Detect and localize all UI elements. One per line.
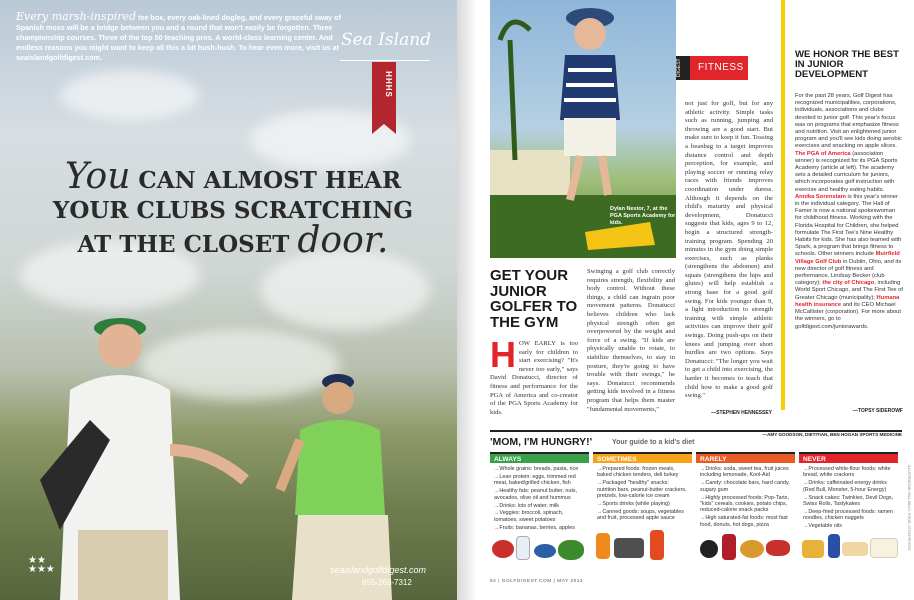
ad-body-copy: [16, 12, 346, 63]
honor-p5: , including World Sport Chicago, and The First Tee of Greater Chicago (municipality);: [795, 280, 903, 301]
golfer-head: [322, 382, 354, 414]
diet-head-always: ALWAYS: [490, 452, 589, 463]
kid-legs: [570, 156, 608, 200]
column-1-text: OW EARLY is too early for children to start exercising? "It's never too early," says David Donatucci, director of fitness and performance for the PGA of America and co-creator of the PGA Sports Academy for kids.: [490, 340, 578, 416]
diet-head-rarely: RARELY: [696, 452, 795, 463]
ribbon-text: HHHS: [383, 71, 393, 98]
list-item: → Veggies: broccoli, spinach, tomatoes, sweet potatoes: [494, 510, 586, 523]
honor-signature: —TOPSY SIDEROWF: [852, 408, 903, 414]
column-2-text: Swinging a golf club correctly requires strength, flexibility and body control. Without these things, a child can ingrain poor movement patterns. Donatucci believes children who lack physical strength often get overpowered by the weight and force of a swing. "If kids are physically unable to rotate, to stabilize themselves, to stay in posture, they're going to have trouble with their swings," he says. Donatucci recommends getting kids involved in a fitness program that helps them master "fundamental movements,": [587, 268, 675, 413]
list-item: → Drinks: caffeinated energy drinks (Red Bull, Monster, 5-hour Energy): [803, 480, 895, 493]
list-item: → Snack cakes: Twinkies, Devil Dogs, Swiss Rolls, Tastykakes: [803, 495, 895, 508]
logo-divider: [340, 60, 430, 61]
yellow-sidebar-rule: [781, 0, 785, 410]
hot-dog-icon: [766, 540, 790, 556]
list-item: → Processed white-flour foods: white bread, white crackers: [803, 466, 895, 479]
drop-cap: H: [490, 340, 516, 375]
diet-head-sometimes: SOMETIMES: [593, 452, 692, 463]
caddie-pants: [78, 530, 168, 600]
diet-list-sometimes: [593, 463, 692, 522]
folio-page: 64: [490, 579, 497, 584]
diet-head-never: NEVER: [799, 452, 898, 463]
list-item: → Drinks: soda, sweet tea, fruit juices including lemonade, Kool-Aid: [700, 466, 792, 479]
honor-pga: The PGA of America: [795, 150, 851, 157]
diet-credit: —AMY GOODSON, DIETITIAN, BEN HOGAN SPORTS MEDICINE: [762, 432, 902, 437]
folio-date: MAY 2012: [557, 579, 584, 584]
list-item: → Packaged "healthy" snacks: nutrition bars, peanut-butter crackers, pretzels, low-calorie ice cream: [597, 480, 689, 499]
list-item: → Fruits: bananas, berries, apples: [494, 525, 586, 531]
palm-tree: [500, 22, 530, 160]
honor-p4: in Dublin, Ohio, and its new director of golf fitness and performance, Lindsay Becker (club category);: [795, 258, 902, 287]
headline-line-1: CAN ALMOST HEAR: [138, 167, 402, 194]
kid-shirt: [560, 55, 620, 120]
list-item: → Canned goods: soups, vegetables and fruit, processed apple sauce: [597, 509, 689, 522]
berries-icon: [534, 544, 556, 558]
honor-humana: Humana health insurance: [795, 294, 900, 308]
ad-copy-text: tee box, every oak-lined dogleg, and every graceful sway of Spanish moss will be a bridge between you and a round that won't easily be forgotten. Three championship courses. Three of the top 50 teaching pros. A world-class learning center. And endless reasons you might want to keep all this a bit hush-hush. To hear even more, visit us at seaislandgolfdigest.com.: [16, 13, 341, 62]
honor-p2: (association winner) is recognized for its PGA Sports Academy (article at left). The academy sets a detailed curriculum for juniors, which incorporates golf instruction with exercise and healthy eating habits.: [795, 150, 898, 193]
list-item: → High saturated-fat foods: most fast food, donuts, hot dogs, pizza: [700, 515, 792, 528]
ad-website[interactable]: seaislandgolfdigest.com: [330, 565, 427, 575]
soda-icon: [722, 534, 736, 560]
honor-p6: and its CEO Michael McCallister (corporation). For more about the winners, go to golfdigest.com/juniorawards.: [795, 301, 901, 330]
soup-can-icon: [596, 533, 610, 559]
milk-glass-icon: [516, 536, 530, 560]
headline-line-3: AT THE CLOSET: [77, 231, 290, 258]
list-item: → Prepared foods: frozen meals, baked chicken tenders, deli turkey: [597, 466, 689, 479]
page-gutter: [457, 0, 477, 600]
page-folio: 64 | GOLFDIGEST.COM | MAY 2012: [490, 579, 584, 584]
sports-drink-icon: [650, 530, 664, 560]
list-item: → Healthy fats: peanut butter, nuts, avocados, olive oil and hummus: [494, 488, 586, 501]
honor-chicago: the city of Chicago: [822, 280, 875, 287]
photo-caption: Dylan Nestor, 7, at the PGA Sports Academy for kids.: [610, 206, 676, 226]
column-3-text: not just for golf, but for any athletic activity. Simple tasks such as running, jumping and throwing are a good start. But make sure to keep it fun. Tossing a beanbag to a target improves distance control and depth perception, for example, and playing soccer or running relay races with friends improves coordination under duress. Although it depends on the child's maturity and physical development, Donatucci suggests that kids, ages 9 to 12, begin a structured strength-training program. Spending 20 minutes in the gym doing simple exercises, such as planks (strengthens the abdomen) and squats (strengthens the hips and glutes) will help establish a strong base for a good golf swing. For kids younger than 9, a light introduction to strength training with simple athletic activities can improve their golf swings. Doing push-ups on their knees and jumping over short hurdles are two options. Says Donatucci: "The longer you wait to get a child into exercising, the harder it becomes to teach that child how to make a good golf swing.": [685, 100, 773, 400]
folio-site: GOLFDIGEST.COM: [501, 579, 552, 584]
fitness-section-tag: FITNESS: [690, 56, 748, 80]
logo-text: Sea Island: [340, 30, 432, 50]
list-item: → Drinks: lots of water, milk: [494, 503, 586, 509]
ad-headline: [38, 156, 428, 261]
article-title: GET YOUR JUNIOR GOLFER TO THE GYM: [490, 267, 578, 331]
ad-phone: 855-269-7312: [362, 578, 412, 587]
article-column-3: [685, 100, 773, 410]
sea-island-logo: [338, 30, 434, 50]
diet-list-always: [490, 463, 589, 531]
golfers-illustration: [0, 300, 457, 600]
honor-p1: For the past 28 years, Golf Digest has recognized municipalities, corporations, individuals, associations and clubs devoted to junior golf. This year's focus was on programs that emphasize fitness and nutrition. Visit an enlightened junior program and you'll see kids doing aerobic exercises and snacking on apple slices.: [795, 93, 902, 150]
caddie-arm: [170, 450, 245, 480]
article-byline: —STEPHEN HENNESSEY: [711, 410, 772, 416]
energy-drink-icon: [828, 534, 840, 558]
honor-p3: is this year's winner in the individual category. The Hall of Famer is now a national spokeswoman for childhood fitness. Working with the Florida Hospital for Children, she helped formulate The First Tee's Nine Healthy Habits for kids. She has also teamed with Spark, a program that brings fitness to schools. Other winners include: [795, 193, 902, 258]
article-column-2: [587, 268, 675, 418]
building: [490, 150, 570, 200]
list-item: → Sports drinks (while playing): [597, 501, 689, 507]
green-polo: [295, 420, 385, 515]
golfer-pants: [292, 515, 392, 600]
apple-icon: [492, 540, 514, 558]
snack-cake-icon: [842, 542, 868, 556]
nuggets-icon: [802, 540, 824, 558]
honor-title: WE HONOR THE BEST IN JUNIOR DEVELOPMENT: [795, 49, 899, 80]
headline-door: door.: [297, 220, 389, 261]
diet-subtitle: Your guide to a kid's diet: [612, 439, 695, 446]
caddie-head: [98, 324, 142, 368]
honor-body: [795, 93, 903, 408]
photo-credits: ILLUSTRATION: BILL WILLY; FOOD: STOCKPHOTO: [907, 465, 911, 551]
kid-shorts: [564, 118, 616, 156]
list-item: → Lean protein: eggs, trimmed red meat, baked/grilled chicken, fish: [494, 474, 586, 487]
diet-list-never: [799, 463, 898, 530]
white-bread-icon: [870, 538, 898, 558]
broccoli-icon: [558, 540, 584, 560]
list-item: → Whole grains: breads, pasta, rice: [494, 466, 586, 472]
honor-annika: Annika Sorenstam: [795, 193, 846, 200]
ad-lead: Every marsh-inspired: [16, 10, 137, 23]
list-item: → Candy: chocolate bars, hard candy, sugary gum: [700, 480, 792, 493]
digest-label: DIGEST: [676, 56, 690, 80]
headline-you: You: [64, 156, 131, 197]
diet-title: 'MOM, I'M HUNGRY!': [490, 436, 593, 448]
donut-icon: [740, 540, 764, 558]
frozen-meal-icon: [614, 538, 644, 558]
cookie-icon: [700, 540, 718, 558]
honor-muirfield: Muirfield Village Golf Club: [795, 251, 900, 265]
headline-line-2: YOUR CLUBS SCRATCHING: [52, 197, 414, 224]
list-item: → Vegetable oils: [803, 523, 895, 529]
star-logo: ★★ ★★★: [28, 555, 55, 575]
list-item: → Deep-fried processed foods: ramen noodles, chicken nuggets: [803, 509, 895, 522]
list-item: → Highly processed foods: Pop-Tarts, "kids" cereals, cookies, potato chips, reduced-calorie snack packs: [700, 495, 792, 514]
red-ribbon-badge: [372, 62, 396, 124]
diet-list-rarely: [696, 463, 795, 528]
kid-head: [574, 18, 606, 50]
article-column-1: [490, 340, 578, 420]
